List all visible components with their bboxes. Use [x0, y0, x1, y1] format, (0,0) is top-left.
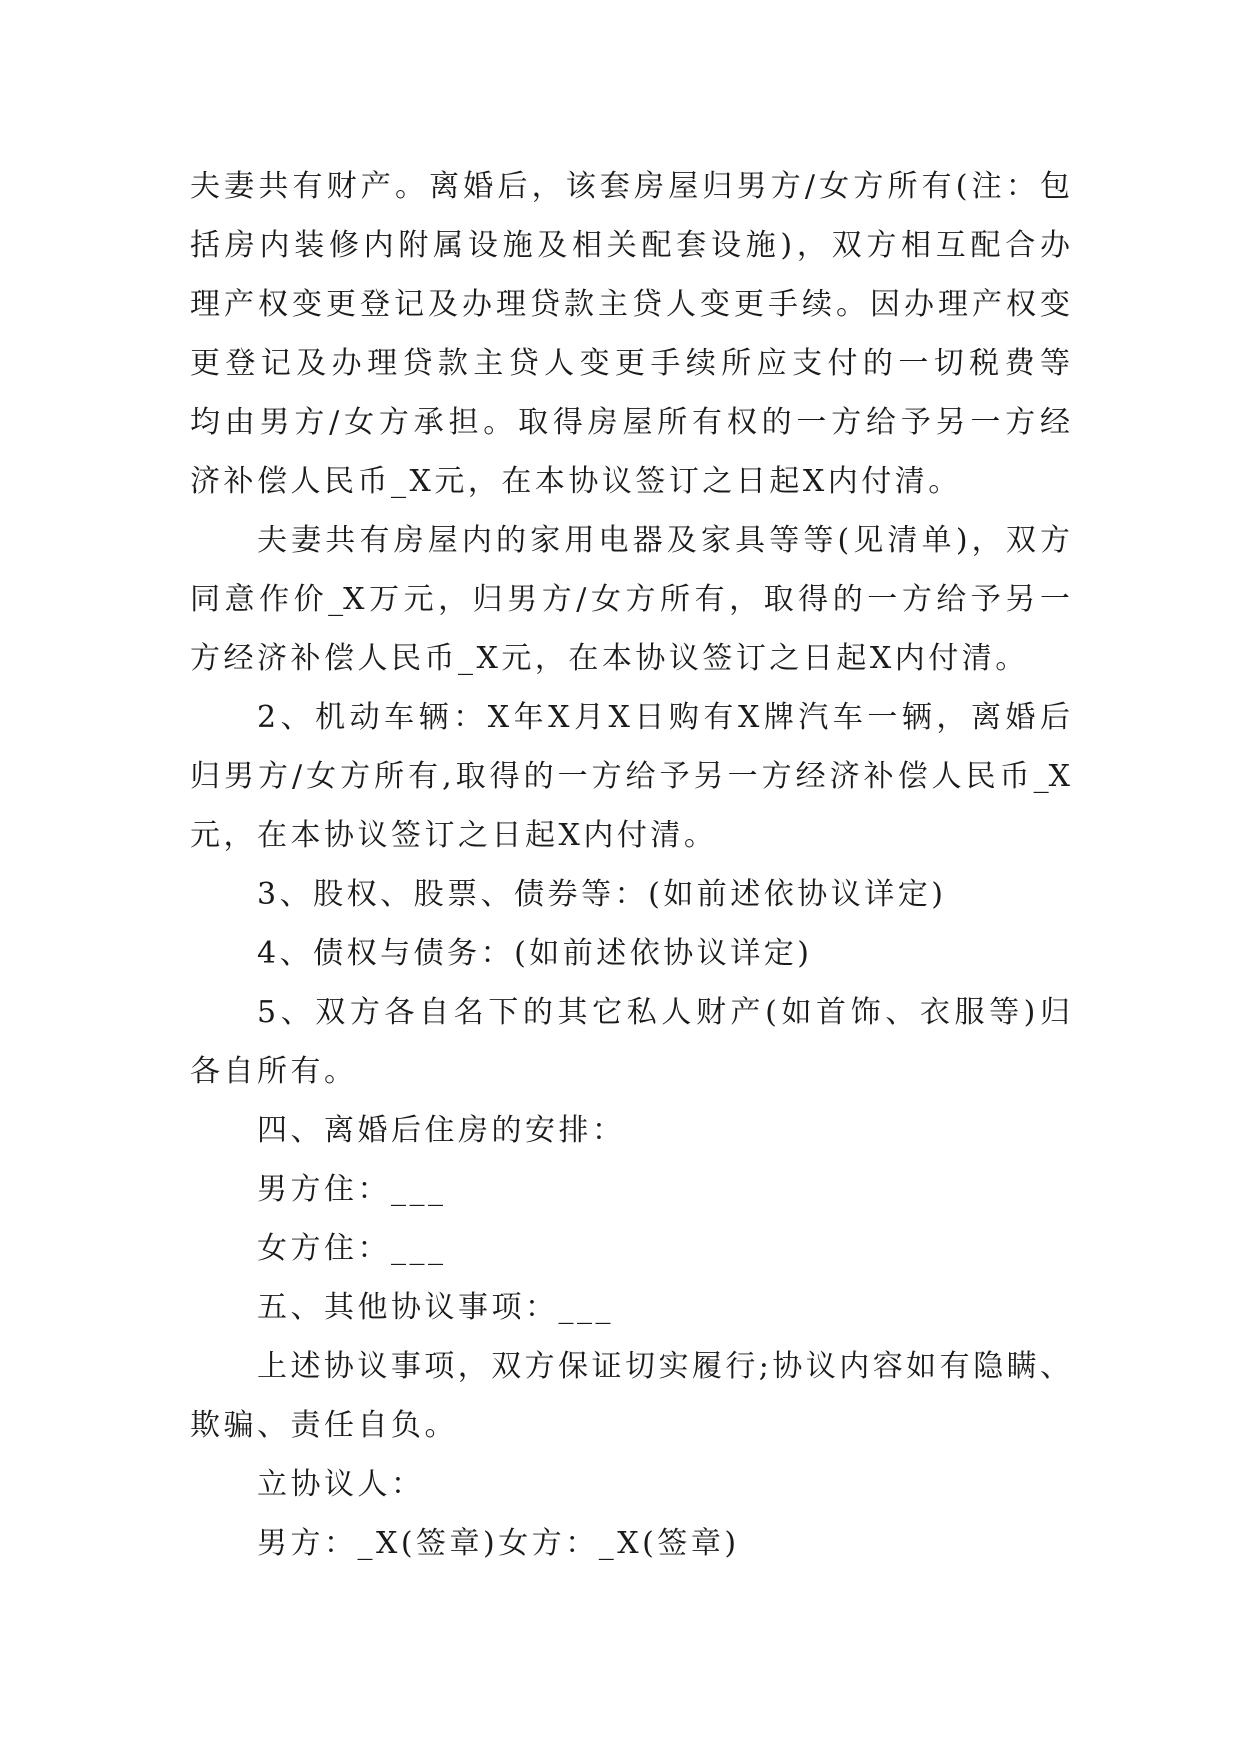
- list-item: 3、股权、股票、债券等：(如前述依协议详定): [257, 877, 947, 912]
- text-line: 归男方/女方所有,取得的一方给予另一方经济补偿人民币_X: [190, 759, 1070, 794]
- text-line: 各自所有。: [190, 1054, 358, 1089]
- text-line: 均由男方/女方承担。取得房屋所有权的一方给予另一方经: [190, 405, 1070, 440]
- text-line: 欺骗、责任自负。: [190, 1408, 458, 1443]
- text-line: 方经济补偿人民币_X元，在本协议签订之日起X内付清。: [190, 641, 1029, 676]
- list-item: 5、双方各自名下的其它私人财产(如首饰、衣服等)归: [257, 995, 1070, 1030]
- text-line: 更登记及办理贷款主贷人变更手续所应支付的一切税费等: [190, 346, 1070, 381]
- section-heading: 五、其他协议事项：___: [257, 1290, 614, 1325]
- list-item: 4、债权与债务：(如前述依协议详定): [257, 936, 813, 971]
- paragraph-first-line: 夫妻共有房屋内的家用电器及家具等等(见清单)，双方: [257, 523, 1070, 558]
- text-line: 济补偿人民币_X元，在本协议签订之日起X内付清。: [190, 464, 962, 499]
- signature-line: 男方：_X(签章)女方：_X(签章): [257, 1526, 740, 1561]
- signatory-label: 立协议人：: [257, 1467, 425, 1502]
- section-heading: 四、离婚后住房的安排：: [257, 1113, 626, 1148]
- text-line: 括房内装修内附属设施及相关配套设施)，双方相互配合办: [190, 228, 1070, 263]
- field-line: 女方住：___: [257, 1231, 447, 1266]
- text-line: 同意作价_X万元，归男方/女方所有，取得的一方给予另一: [190, 582, 1070, 617]
- text-line: 夫妻共有财产。离婚后，该套房屋归男方/女方所有(注：包: [190, 169, 1070, 204]
- text-line: 元，在本协议签订之日起X内付清。: [190, 818, 718, 853]
- paragraph-first-line: 2、机动车辆：X年X月X日购有X牌汽车一辆，离婚后: [257, 700, 1070, 735]
- field-line: 男方住：___: [257, 1172, 447, 1207]
- text-line: 理产权变更登记及办理贷款主贷人变更手续。因办理产权变: [190, 287, 1070, 322]
- paragraph-first-line: 上述协议事项，双方保证切实履行;协议内容如有隐瞒、: [257, 1349, 1070, 1384]
